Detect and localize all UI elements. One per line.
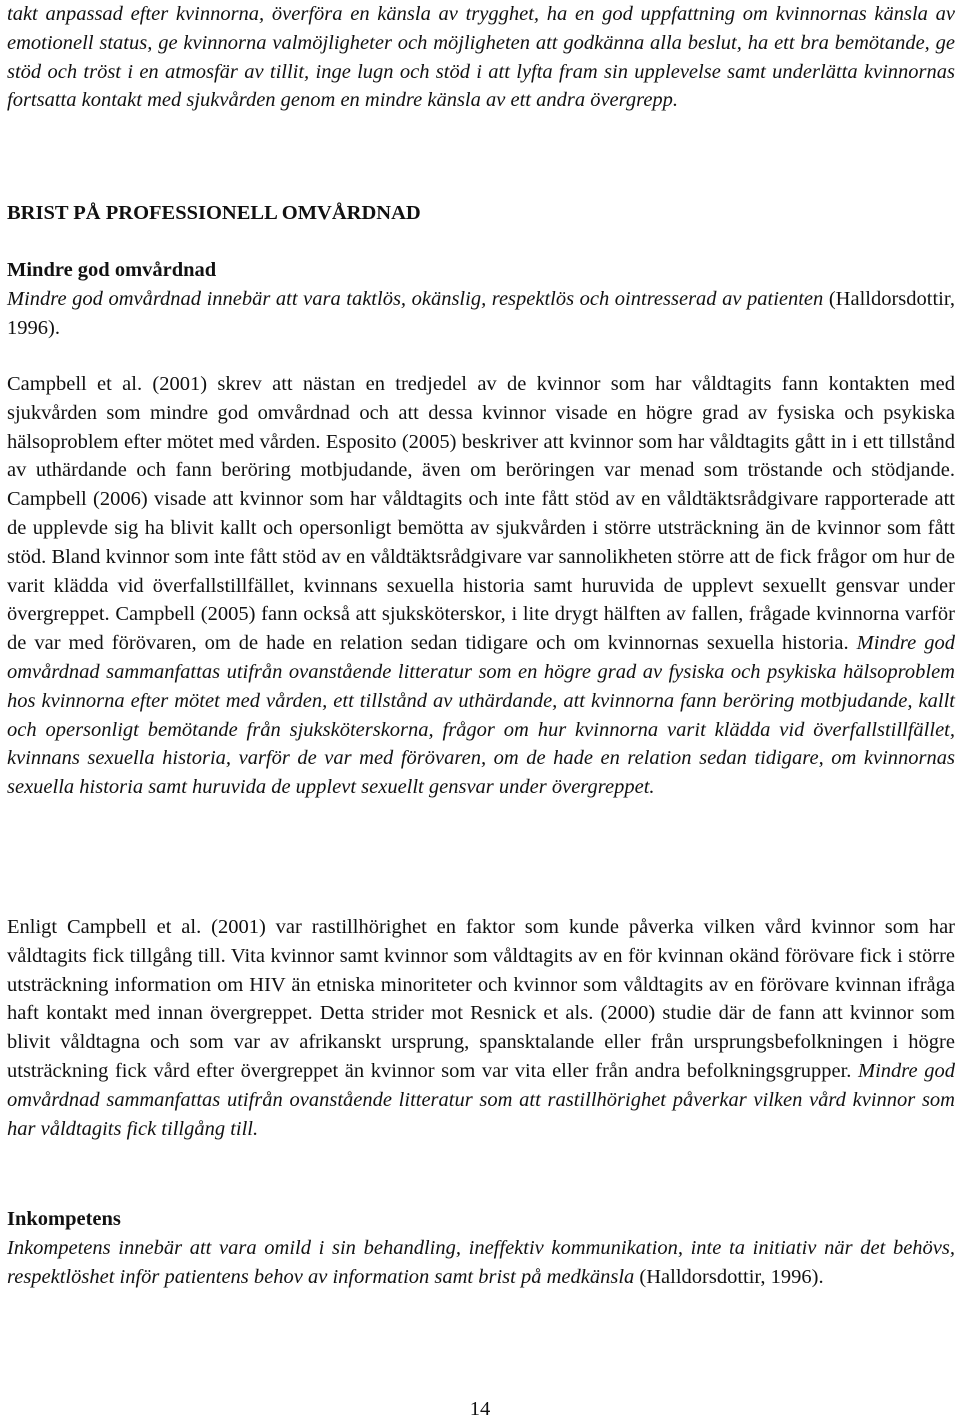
body-paragraph-2 bbox=[7, 913, 955, 1143]
body-paragraph-1 bbox=[7, 370, 955, 802]
summary-1: Mindre god omvårdnad sammanfattas utifrån ovanstående litteratur som en högre grad av fysiska och psykiska hälsoproblem hos kvinnorna efter mötet med vården, ett tillstånd av uthärdande, att kvinnorna fann beröring motbjudande, kallt och opersonligt bemötande från sjuksköterskorna, frågor om hur kvinnorna varit klädda vid överfallstillfället, kvinnans sexuella historia, varför de var med förövaren, om de hade en relation sedan tidigare, om kvinnornas sexuella historia samt huruvida de upplevt sexuellt gensvar under övergreppet. bbox=[7, 632, 955, 799]
paragraph-rastillhorighet bbox=[7, 913, 955, 1143]
definition-paragraph bbox=[7, 285, 955, 343]
definition-reference: (Halldorsdottir, 1996). bbox=[7, 288, 955, 339]
paragraph-campbell-text: Campbell et al. (2001) skrev att nästan en tredjedel av de kvinnor som har våldtagits fann kontakten med sjukvården som mindre god omvårdnad och att dessa kvinnor visade en högre grad av fysiska och psykiska hälsoproblem efter mötet med vården. Esposito (2005) beskriver att kvinnor som har våldtagits gått in i ett tillstånd av uthärdande och fann beröring motbjudande, även om beröringen var menad som tröstande och stödjande. Campbell (2006) visade att kvinnor som har våldtagits och inte fått stöd av en våldtäktsrådgivare rapporterade att de upplevde sig ha blivit kallt och opersonligt bemötta av sjukvården i större utsträckning än de kvinnor som fått stöd. Bland kvinnor som inte fått stöd av en våldtäktsrådgivare var sannolikheten större att de fick frågor om hur de varit klädda vid överfallstillfället, kvinnans sexuella historia samt huruvida de upplevt sexuellt gensvar under övergreppet. Campbell (2005) fann också att sjuksköterskor, i lite drygt hälften av fallen, frågade kvinnorna varför de var med förövaren, om de hade en relation sedan tidigare och om kvinnornas sexuella historia. bbox=[7, 373, 955, 655]
subheading-inkompetens: Inkompetens bbox=[7, 1208, 121, 1230]
definition-inkompetens bbox=[7, 1234, 955, 1292]
definition-italic: Mindre god omvårdnad innebär att vara taktlös, okänslig, respektlös och ointresserad av patienten bbox=[7, 288, 824, 310]
definition-inkompetens-italic: Inkompetens innebär att vara omild i sin behandling, ineffektiv kommunikation, inte ta initiativ när det behövs, respektlöshet inför patientens behov av information samt brist på medkänsla bbox=[7, 1237, 955, 1288]
definition-inkompetens-reference: (Halldorsdottir, 1996). bbox=[634, 1265, 824, 1288]
page-number: 14 bbox=[469, 1398, 491, 1420]
definition-mindre-god-omvardnad bbox=[7, 285, 955, 343]
summary-2: Mindre god omvårdnad sammanfattas utifrån ovanstående litteratur som att rastillhörighet påverkar vilken vård kvinnor som har våldtagits fick tillgång till. bbox=[7, 1059, 955, 1140]
paragraph-rastillhorighet-text: Enligt Campbell et al. (2001) var rastillhörighet en faktor som kunde påverka vilken vård kvinnor som har våldtagits fick tillgång till. Vita kvinnor samt kvinnor som våldtagits av en för kvinnan okänd förövare fick i större utsträckning information om HIV än etniska minoriteter och kvinnor som våldtagits av en förövare kvinnan ifråga haft kontakt med innan övergreppet. Detta strider mot Resnick et als. (2000) studie där de fann att kvinnor som blivit våldtagna och som var av afrikanskt ursprung, spansktalande eller från ursprungsbefolkningen i högre utsträckning fick vård efter övergreppet än kvinnor som var vita eller från andra befolkningsgrupper. bbox=[7, 916, 955, 1082]
section-heading: BRIST PÅ PROFESSIONELL OMVÅRDNAD bbox=[7, 202, 421, 224]
intro-text: takt anpassad efter kvinnorna, överföra en känsla av trygghet, ha en god uppfattning om kvinnornas känsla av emotionell status, ge kvinnorna valmöjligheter och möjligheten att godkänna alla beslut, ha ett bra bemötande, ge stöd och tröst i en atmosfär av tillit, inge lugn och stöd i att lyfta fram sin upplevelse samt underlätta kvinnornas fortsatta kontakt med sjukvården genom en mindre känsla av ett andra övergrepp. bbox=[7, 3, 955, 112]
subheading-mindre-god-omvardnad: Mindre god omvårdnad bbox=[7, 259, 217, 281]
definition-inkompetens-paragraph bbox=[7, 1234, 955, 1292]
intro-paragraph bbox=[7, 0, 955, 115]
paragraph-campbell bbox=[7, 370, 955, 802]
